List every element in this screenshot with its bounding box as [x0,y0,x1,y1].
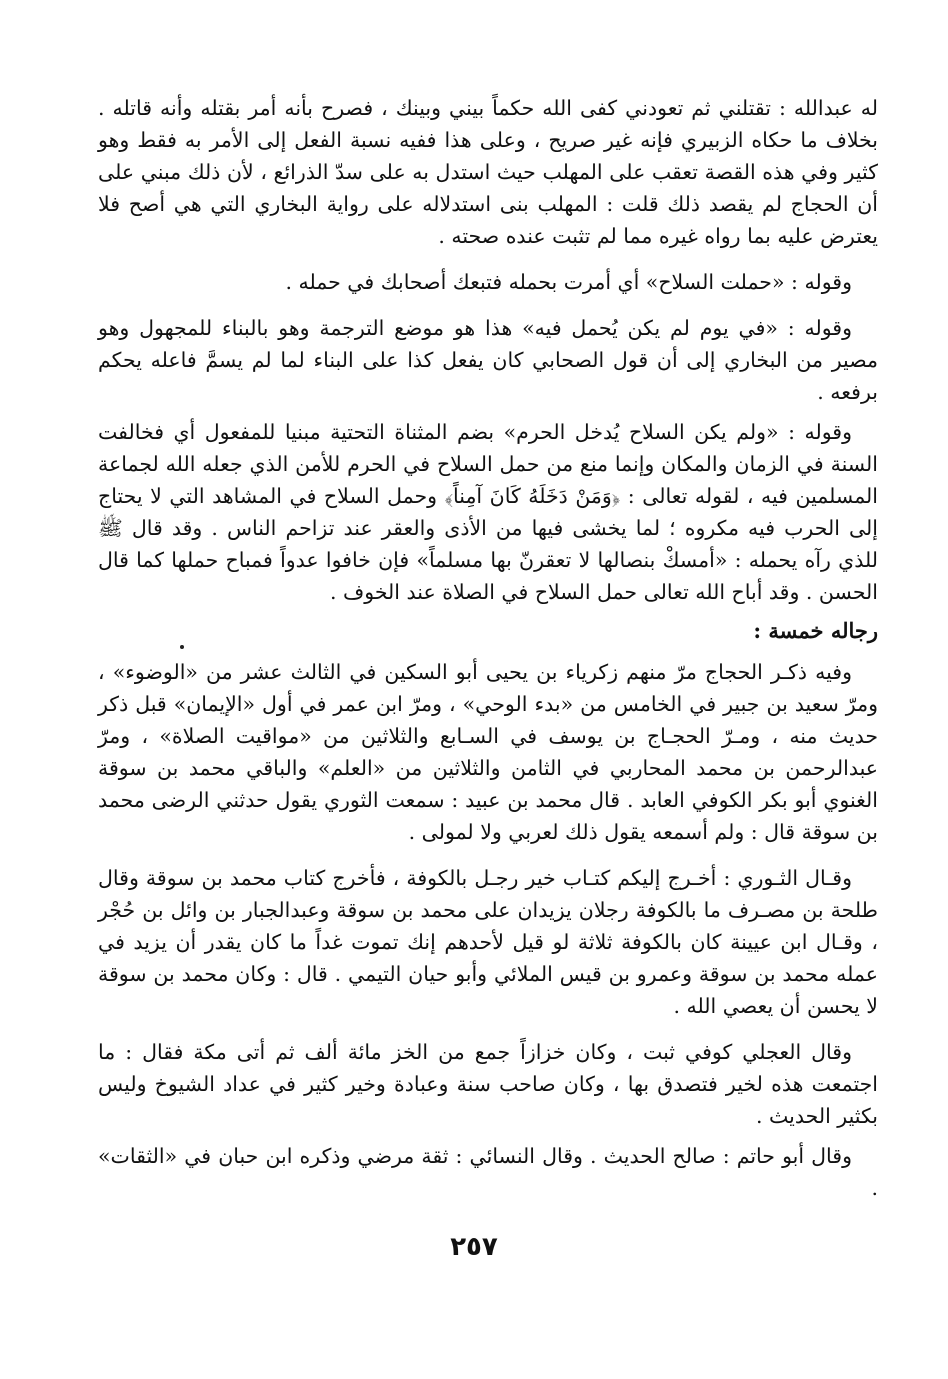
paragraph-7: وقال العجلي كوفي ثبت ، وكان خزازاً جمع من الخز مائة ألف ثم أتى مكة فقال : ما اجتمعت هذه لخير فتصدق بها ، وكان صاحب سنة وعبادة وخير كثير في عداد الشيوخ وليس بكثير الحديث . [98,1040,878,1128]
page-number: ٢٥٧ [450,1232,498,1262]
stray-dot [180,645,184,649]
page-body [98,92,878,1204]
paragraph-6: وقـال الثـوري : أخـرج إليكم كتـاب خير رجـل بالكوفة ، فأخرج كتاب محمد بن سوقة وقال طلحة بن مصـرف ما بالكوفة رجلان يزيدان على محمد بن سوقة وعبدالجبار بن وائل بن حُجْر ، وقـال ابن عيينة كان بالكوفة ثلاثة لو قيل لأحدهم إنك تموت غداً ما كان يقدر أن يزيد في عمله محمد بن سوقة وعمرو بن قيس الملائي وأبو حيان التيمي . قال : وكان محمد بن سوقة لا يحسن أن يعصي الله . [98,866,878,1018]
paragraph-1: له عبدالله : تقتلني ثم تعودني كفى الله حكماً بيني وبينك ، فصرح بأنه أمر بقتله وأنه قاتله . بخلاف ما حكاه الزبيري فإنه غير صريح ، وعلى هذا ففيه نسبة الفعل إلى الأمر به فقط وهو كثير وفي هذه القصة تعقب على المهلب حيث استدل به على سدّ الذرائع ، لأن ذلك مبني على أن الحجاج لم يقصد ذلك قلت : المهلب بنى استدلاله على رواية البخاري التي هي أصح فلا يعترض عليه بما رواه غيره مما لم تثبت عنده صحته . [98,96,878,248]
paragraph-4: وقوله : «ولم يكن السلاح يُدخل الحرم» بضم المثناة التحتية مبنيا للمفعول أي فخالفت السنة في الزمان والمكان وإنما منع من حمل السلاح في الحرم للأمن الذي جعله الله لجماعة المسلمين فيه ، لقوله تعالى : ﴿وَمَنْ دَخَلَهُ كَانَ آمِناً﴾ وحمل السلاح في المشاهد التي لا يحتاج إلى الحرب فيه مكروه ؛ لما يخشى فيها من الأذى والعقر عند تزاحم الناس . وقد قال ﷺ للذي رآه يحمله : «أمسكْ بنصالها لا تعقرنّ بها مسلماً» فإن خافوا عدواً فمباح حملها كما قال الحسن . وقد أباح الله تعالى حمل السلاح في الصلاة عند الخوف . [98,420,878,604]
section-heading: رجاله خمسة : [753,618,878,643]
paragraph-5: وفيه ذكـر الحجاج مرّ منهم زكرياء بن يحيى أبو السكين في الثالث عشر من «الوضوء» ، ومرّ سعيد بن جبير في الخامس من «بدء الوحي» ، ومرّ ابن عمر في أول «الإيمان» قبل ذكر حديث منه ، ومـرّ الحجـاج بن يوسف في السـابع والثلاثين من «مواقيت الصلاة» ، ومرّ عبدالرحمن بن محمد المحاربي في الثامن والثلاثين من «العلم» والباقي محمد بن سوقة الغنوي أبو بكر الكوفي العابد . قال محمد بن عبيد : سمعت الثوري يقول حدثني الرضى محمد بن سوقة قال : ولم أسمعه يقول ذلك لعربي ولا لمولى . [98,660,878,844]
paragraph-3: وقوله : «في يوم لم يكن يُحمل فيه» هذا هو موضع الترجمة وهو بالبناء للمجهول وهو مصير من البخاري إلى أن قول الصحابي كان يفعل كذا على البناء لما لم يسمَّ فاعله يحكم برفعه . [98,316,878,404]
paragraph-2: وقوله : «حملت السلاح» أي أمرت بحمله فتبعك أصحابك في حمله . [285,270,852,294]
paragraph-8: وقال أبو حاتم : صالح الحديث . وقال النسائي : ثقة مرضي وذكره ابن حبان في «الثقات» . [98,1144,878,1200]
